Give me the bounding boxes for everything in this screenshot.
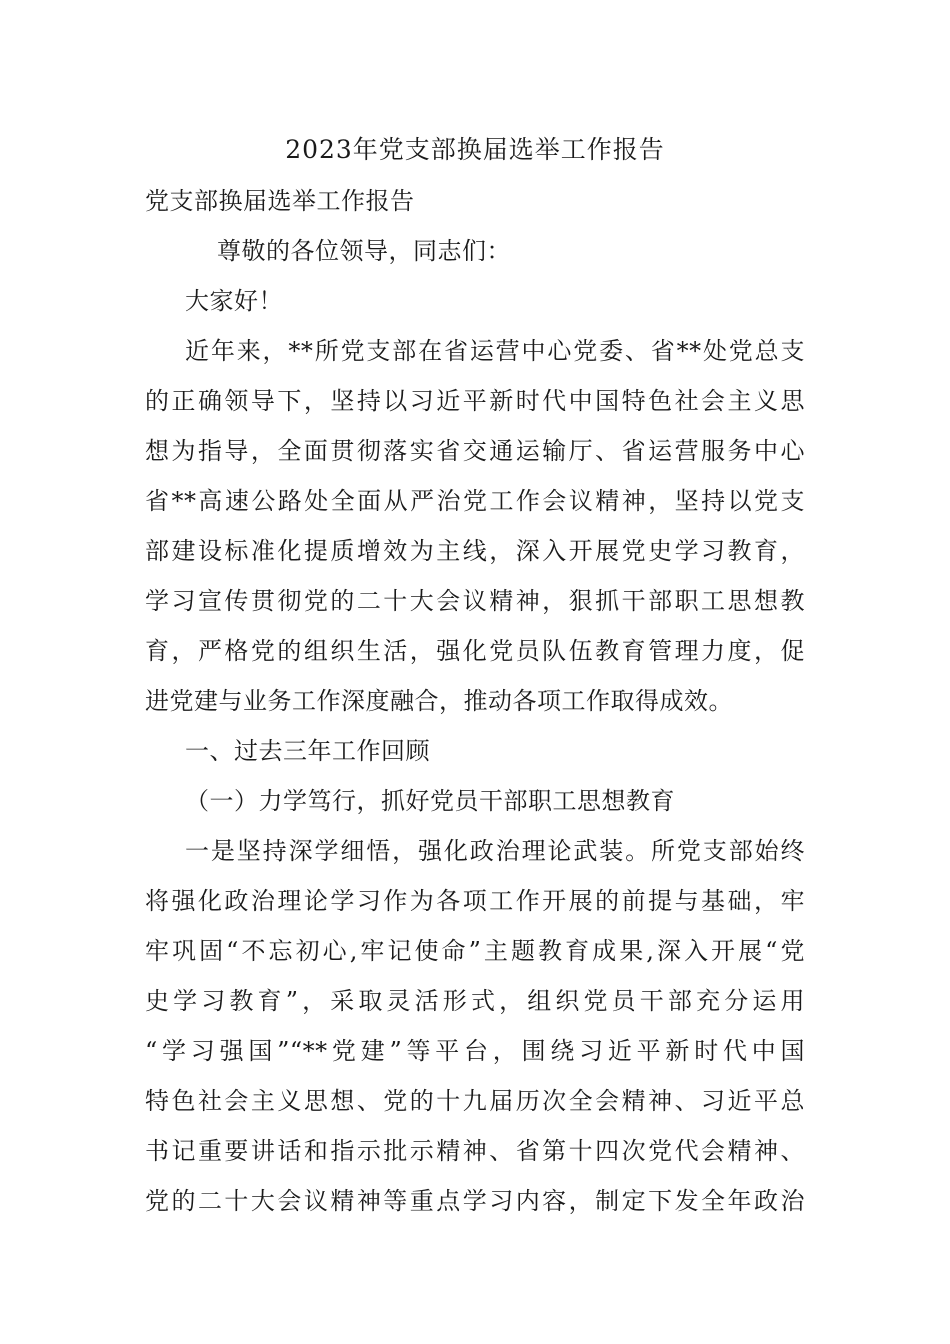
body-line: 近年来，**所党支部在省运营中心党委、省**处党总支: [185, 337, 805, 365]
body-line: 史学习教育”，采取灵活形式，组织党员干部充分运用: [145, 987, 805, 1015]
subsection-heading: （一）力学笃行，抓好党员干部职工思想教育: [185, 787, 675, 815]
body-line: 将强化政治理论学习作为各项工作开展的前提与基础，牢: [145, 887, 805, 915]
body-line: 党的二十大会议精神等重点学习内容，制定下发全年政治: [145, 1187, 805, 1215]
body-line: 学习宣传贯彻党的二十大会议精神，狠抓干部职工思想教: [145, 587, 805, 615]
body-line: 的正确领导下，坚持以习近平新时代中国特色社会主义思: [145, 387, 805, 415]
body-line: 想为指导，全面贯彻落实省交通运输厅、省运营服务中心: [145, 437, 805, 465]
body-line: 进党建与业务工作深度融合，推动各项工作取得成效。: [145, 687, 733, 715]
document-title: 2023年党支部换届选举工作报告: [285, 135, 665, 164]
body-line: 一是坚持深学细悟，强化政治理论武装。所党支部始终: [185, 837, 805, 865]
body-line: 省**高速公路处全面从严治党工作会议精神，坚持以党支: [145, 487, 805, 515]
document-subtitle: 党支部换届选举工作报告: [145, 187, 415, 215]
body-line: 特色社会主义思想、党的十九届历次全会精神、习近平总: [145, 1087, 805, 1115]
greeting: 大家好！: [185, 287, 283, 315]
salutation: 尊敬的各位领导，同志们：: [217, 237, 511, 265]
body-line: 育，严格党的组织生活，强化党员队伍教育管理力度，促: [145, 637, 805, 665]
body-line: 牢巩固“不忘初心,牢记使命”主题教育成果,深入开展“党: [145, 937, 805, 965]
body-line: “学习强国”“**党建”等平台，围绕习近平新时代中国: [145, 1037, 805, 1065]
body-line: 书记重要讲话和指示批示精神、省第十四次党代会精神、: [145, 1137, 805, 1165]
section-heading: 一、过去三年工作回顾: [185, 737, 430, 765]
body-line: 部建设标准化提质增效为主线，深入开展党史学习教育，: [145, 537, 805, 565]
